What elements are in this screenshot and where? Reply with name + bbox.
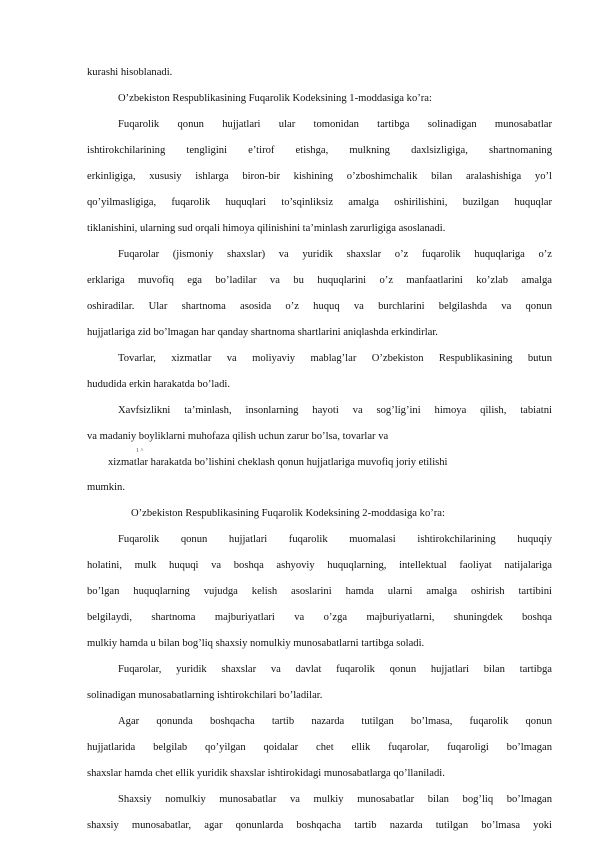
text-line: belgilaydi, shartnoma majburiyatlari va o’zga majburiyatlarni, shuningdek boshqa xyxy=(87,612,552,623)
text-line: Shaxsiy nomulkiy munosabatlar va mulkiy munosabatlar bilan bog’liq bo’lmagan xyxy=(118,794,552,805)
text-line: ishtirokchilarining tengligini e’tirof etishga, mulkning daxlsizligiga, shartnomaning xyxy=(87,145,552,156)
text-line: va madaniy boyliklarni muhofaza qilish uchun zarur bo’lsa, tovarlar va xyxy=(87,431,389,442)
text-line: holatini, mulk huquqi va boshqa ashyoviy huquqlarning, intellektual faoliyat natijalariga xyxy=(87,560,552,571)
text-line: Fuqarolik qonun hujjatlari fuqarolik muomalasi ishtirokchilarining huquqiy xyxy=(118,534,552,545)
text-line: shaxsiy munosabatlar, agar qonunlarda boshqacha tartib nazarda tutilgan bo’lmasa yoki xyxy=(87,820,552,831)
text-line: qo’yilmasligiga, fuqarolik huquqlari to’sqinliksiz amalga oshirilishini, buzilgan huquqlar xyxy=(87,197,552,208)
text-line: erklariga muvofiq ega bo’ladilar va bu huquqlarini o’z manfaatlarini ko’zlab amalga xyxy=(87,275,552,286)
text-line: Agar qonunda boshqacha tartib nazarda tutilgan bo’lmasa, fuqarolik qonun xyxy=(118,716,552,727)
text-line: hujjatlariga zid bo’lmagan har qanday shartnoma shartlarini aniqlashda erkindirlar. xyxy=(87,327,438,338)
text-line: xizmatlar harakatda bo’lishini cheklash qonun hujjatlariga muvofiq joriy etilishi xyxy=(108,457,448,468)
text-line: Xavfsizlikni ta’minlash, insonlarning hayoti va sog’lig’ini himoya qilish, tabiatni xyxy=(118,405,552,416)
text-line: Fuqarolik qonun hujjatlari ular tomonidan tartibga solinadigan munosabatlar xyxy=(118,119,552,130)
article-heading: O’zbekiston Respublikasining Fuqarolik Kodeksining 2-moddasiga ko’ra: xyxy=(131,508,445,519)
text-line: erkinligiga, xususiy ishlarga biron-bir kishining o’zboshimchalik bilan aralashishiga yo’l xyxy=(87,171,552,182)
text-line: bo’lgan huquqlarning vujudga kelish asoslarini hamda ularni amalga oshirish tartibini xyxy=(87,586,552,597)
text-line: Fuqarolar, yuridik shaxslar va davlat fuqarolik qonun hujjatlari bilan tartibga xyxy=(118,664,552,675)
text-line: oshiradilar. Ular shartnoma asosida o’z huquq va burchlarini belgilashda va qonun xyxy=(87,301,552,312)
marginal-mark: 1 ^ xyxy=(136,448,144,454)
article-heading: O’zbekiston Respublikasining Fuqarolik Kodeksining 1-moddasiga ko’ra: xyxy=(118,93,432,104)
text-line: Fuqarolar (jismoniy shaxslar) va yuridik shaxslar o’z fuqarolik huquqlariga o’z xyxy=(118,249,552,260)
text-line: kurashi hisoblanadi. xyxy=(87,67,173,78)
text-line: tiklanishini, ularning sud orqali himoya qilinishini ta’minlash zarurligiga asoslanadi. xyxy=(87,223,446,234)
text-line: Tovarlar, xizmatlar va moliyaviy mablag’lar O’zbekiston Respublikasining butun xyxy=(118,353,552,364)
text-line: hududida erkin harakatda bo’ladi. xyxy=(87,379,230,390)
text-line: hujjatlarida belgilab qo’yilgan qoidalar chet ellik fuqarolar, fuqaroligi bo’lmagan xyxy=(87,742,552,753)
text-line: shaxslar hamda chet ellik yuridik shaxslar ishtirokidagi munosabatlarga qo’llaniladi. xyxy=(87,768,445,779)
text-line: mulkiy hamda u bilan bog’liq shaxsiy nomulkiy munosabatlarni tartibga soladi. xyxy=(87,638,425,649)
text-line: solinadigan munosabatlarning ishtirokchilari bo’ladilar. xyxy=(87,690,323,701)
text-line: mumkin. xyxy=(87,482,125,493)
